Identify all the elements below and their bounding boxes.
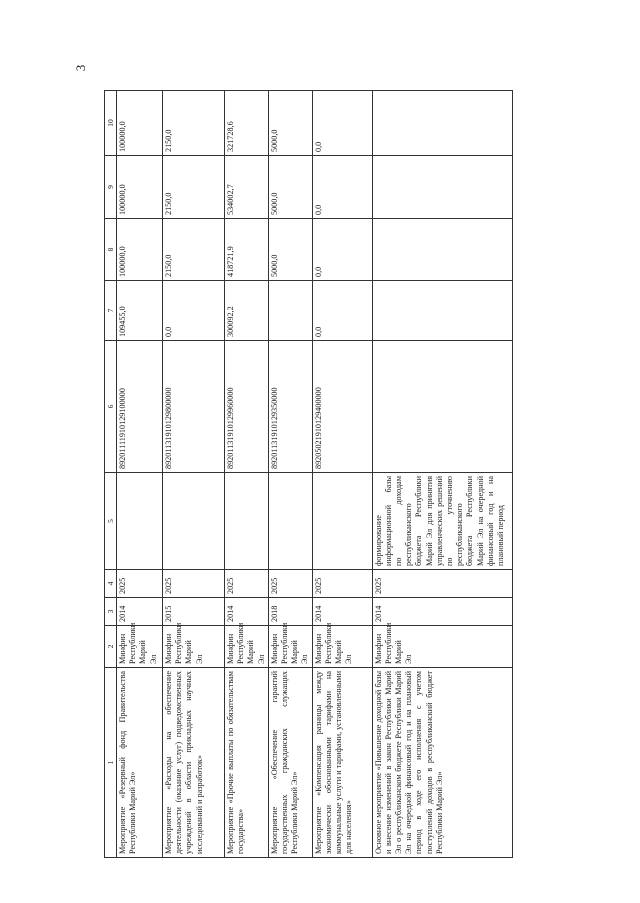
amount-col10: 0,0 xyxy=(312,91,372,156)
activity-name: Основное мероприятие «Повышение доходной базы и внесение изменений в закон Республики Марий Эл о республиканском бюджете Республики Марий Эл на очередной финансовый год и на плановый период в ходе его исполнения с учетом поступлений доходов в республиканский бюджет Республики Марий Эл» xyxy=(372,668,512,858)
executor: Минфин Республики Марий Эл xyxy=(163,626,225,668)
amount-col8: 100000,0 xyxy=(117,219,163,281)
amount-col9: 2150,0 xyxy=(163,156,225,219)
end-year: 2025 xyxy=(372,570,512,598)
amount-col8 xyxy=(372,219,512,281)
amount-col10: 100000,0 xyxy=(117,91,163,156)
column-number: 7 xyxy=(105,281,117,341)
activity-name: Мероприятие «Расходы на обеспечение деятельности (оказание услуг) подведомственных учреждений в области прикладных научных исследований и разработок» xyxy=(163,668,225,858)
amount-col9 xyxy=(372,156,512,219)
budget-code xyxy=(372,341,512,473)
start-year: 2014 xyxy=(372,598,512,626)
amount-col8: 418721,9 xyxy=(225,219,269,281)
budget-code: 89201131910129350000 xyxy=(268,341,312,473)
end-year: 2025 xyxy=(163,570,225,598)
amount-col9: 534002,7 xyxy=(225,156,269,219)
column-number: 10 xyxy=(105,91,117,156)
activity-name: Мероприятие «Компенсация разницы между экономически обоснованными тарифами на коммунальные услуги и тарифами, установленными для населения» xyxy=(312,668,372,858)
amount-col7: 300092,2 xyxy=(225,281,269,341)
column-number-row xyxy=(105,91,117,858)
amount-col7: 0,0 xyxy=(312,281,372,341)
column-number: 1 xyxy=(105,668,117,858)
end-year: 2025 xyxy=(312,570,372,598)
executor: Минфин Республики Марий Эл xyxy=(268,626,312,668)
expected-result xyxy=(268,473,312,570)
budget-code: 89201131910129960000 xyxy=(225,341,269,473)
start-year: 2018 xyxy=(268,598,312,626)
end-year: 2025 xyxy=(268,570,312,598)
amount-col8: 5000,0 xyxy=(268,219,312,281)
expected-result xyxy=(312,473,372,570)
page-number: 3 xyxy=(73,64,88,72)
table-row xyxy=(225,91,269,858)
executor: Минфин Республики Марий Эл xyxy=(312,626,372,668)
table-row xyxy=(312,91,372,858)
start-year: 2014 xyxy=(312,598,372,626)
executor: Минфин Республики Марий Эл xyxy=(117,626,163,668)
table-row xyxy=(268,91,312,858)
amount-col9: 100000,0 xyxy=(117,156,163,219)
expected-result xyxy=(117,473,163,570)
budget-code: 89205021910129400000 xyxy=(312,341,372,473)
end-year: 2025 xyxy=(117,570,163,598)
program-activities-table xyxy=(104,90,513,858)
amount-col7: 109455,0 xyxy=(117,281,163,341)
expected-result: формирование информационной базы по доходам республиканского бюджета Республики Марий Эл для принятия управленческих решений по уточнению республиканского бюджета Республики Марий Эл на очередной финансовый год и на плановый период xyxy=(372,473,512,570)
column-number: 8 xyxy=(105,219,117,281)
column-number: 9 xyxy=(105,156,117,219)
expected-result xyxy=(163,473,225,570)
amount-col9: 5000,0 xyxy=(268,156,312,219)
budget-code: 89201111910129100000 xyxy=(117,341,163,473)
activity-name: Мероприятие «Прочие выплаты по обязательствам государства» xyxy=(225,668,269,858)
amount-col10: 2150,0 xyxy=(163,91,225,156)
executor: Минфин Республики Марий Эл xyxy=(225,626,269,668)
expected-result xyxy=(225,473,269,570)
table-row xyxy=(117,91,163,858)
start-year: 2014 xyxy=(117,598,163,626)
table-row xyxy=(372,91,512,858)
amount-col7 xyxy=(372,281,512,341)
executor: Минфин Республики Марий Эл xyxy=(372,626,512,668)
column-number: 4 xyxy=(105,570,117,598)
amount-col10: 321728,6 xyxy=(225,91,269,156)
amount-col7: 0,0 xyxy=(163,281,225,341)
amount-col8: 2150,0 xyxy=(163,219,225,281)
amount-col7 xyxy=(268,281,312,341)
column-number: 6 xyxy=(105,341,117,473)
start-year: 2015 xyxy=(163,598,225,626)
rotated-table-container xyxy=(104,91,635,858)
table-row xyxy=(163,91,225,858)
amount-col8: 0,0 xyxy=(312,219,372,281)
amount-col9: 0,0 xyxy=(312,156,372,219)
activity-name: Мероприятие «Резервный фонд Правительства Республики Марий Эл» xyxy=(117,668,163,858)
amount-col10 xyxy=(372,91,512,156)
column-number: 5 xyxy=(105,473,117,570)
end-year: 2025 xyxy=(225,570,269,598)
start-year: 2014 xyxy=(225,598,269,626)
activity-name: Мероприятие «Обеспечение гарантий государственных гражданских служащих Республики Марий Эл» xyxy=(268,668,312,858)
budget-code: 89201131910129800000 xyxy=(163,341,225,473)
amount-col10: 5000,0 xyxy=(268,91,312,156)
column-number: 2 xyxy=(105,626,117,668)
column-number: 3 xyxy=(105,598,117,626)
